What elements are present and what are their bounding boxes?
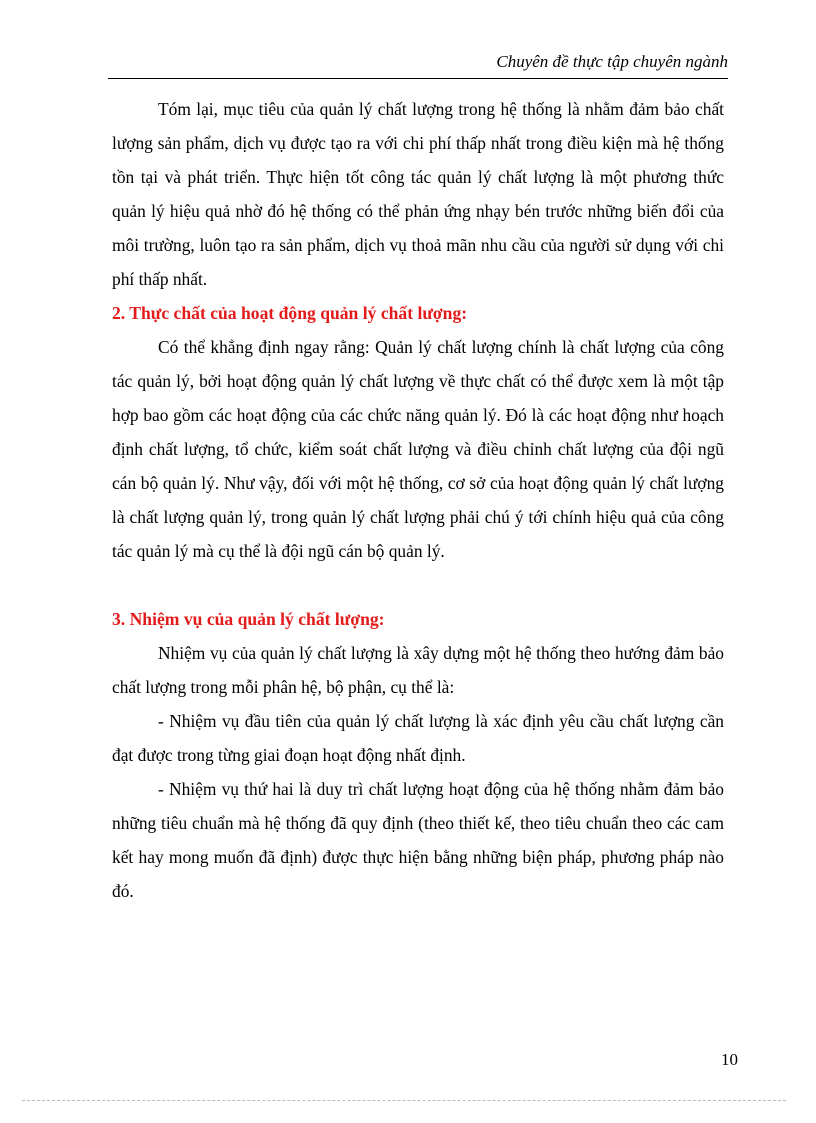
page-content (112, 92, 724, 908)
header-title: Chuyên đề thực tập chuyên ngành (496, 52, 728, 71)
section-2-paragraph: Có thể khẳng định ngay rằng: Quản lý chất lượng chính là chất lượng của công tác quản lý, bởi hoạt động quản lý chất lượng về thực chất có thể được xem là một tập hợp bao gồm các hoạt động của các chức năng quản lý. Đó là các hoạt động như hoạch định chất lượng, tổ chức, kiểm soát chất lượng và điều chỉnh chất lượng của đội ngũ cán bộ quản lý. Như vậy, đối với một hệ thống, cơ sở của hoạt động quản lý chất lượng là chất lượng quản lý, trong quản lý chất lượng phải chú ý tới chính hiệu quả của công tác quản lý mà cụ thể là đội ngũ cán bộ quản lý. (112, 337, 724, 561)
section-3-item-2: - Nhiệm vụ thứ hai là duy trì chất lượng hoạt động của hệ thống nhằm đảm bảo những tiêu chuẩn mà hệ thống đã quy định (theo thiết kế, theo tiêu chuẩn theo các cam kết hay mong muốn đã định) được thực hiện bằng những biện pháp, phương pháp nào đó. (112, 779, 724, 901)
footer-divider (22, 1100, 786, 1101)
section-3-heading: 3. Nhiệm vụ của quản lý chất lượng: (112, 609, 385, 629)
section-3-item-1: - Nhiệm vụ đầu tiên của quản lý chất lượng là xác định yêu cầu chất lượng cần đạt được trong từng giai đoạn hoạt động nhất định. (112, 711, 724, 765)
page-header (108, 50, 728, 79)
section-3-intro: Nhiệm vụ của quản lý chất lượng là xây dựng một hệ thống theo hướng đảm bảo chất lượng trong mỗi phân hệ, bộ phận, cụ thể là: (112, 643, 724, 697)
spacer (112, 568, 724, 602)
page-number: 10 (721, 1050, 738, 1069)
section-2-heading: 2. Thực chất của hoạt động quản lý chất lượng: (112, 303, 468, 323)
paragraph-summary: Tóm lại, mục tiêu của quản lý chất lượng trong hệ thống là nhằm đảm bảo chất lượng sản phẩm, dịch vụ được tạo ra với chi phí thấp nhất trong điều kiện mà hệ thống tồn tại và phát triển. Thực hiện tốt công tác quản lý chất lượng là một phương thức quản lý hiệu quả nhờ đó hệ thống có thể phản ứng nhạy bén trước những biến đổi của môi trường, luôn tạo ra sản phẩm, dịch vụ thoả mãn nhu cầu của người sử dụng với chi phí thấp nhất. (112, 99, 724, 289)
